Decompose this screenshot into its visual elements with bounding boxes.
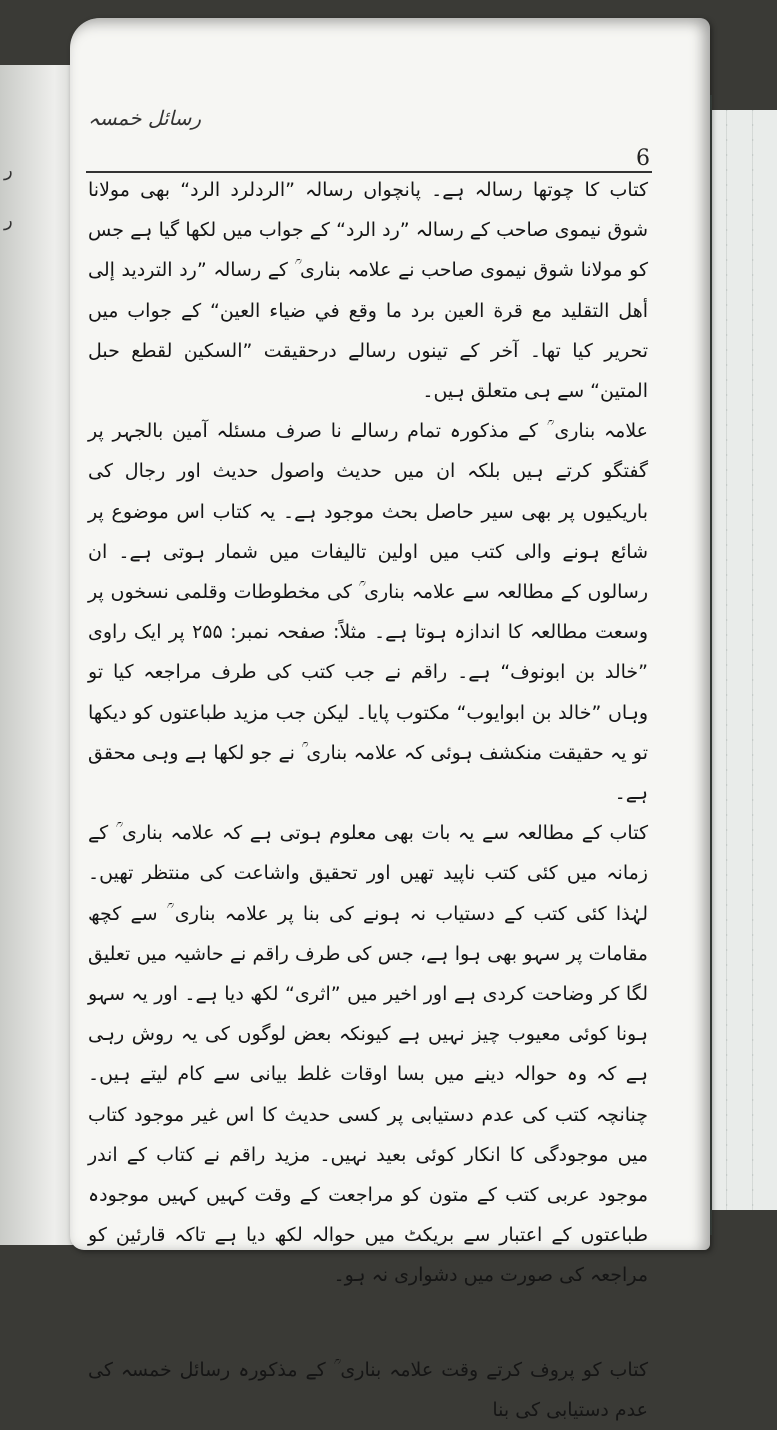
left-page (0, 65, 78, 1245)
paragraph-1: کتاب کا چوتھا رسالہ ہے۔ پانچواں رسالہ ”الردلرد الرد“ بھی مولانا شوق نیموی صاحب کے رسالہ ”رد الرد“ کے جواب میں لکھا گیا ہے جس کو مولانا شوق نیموی صاحب نے علامہ بناری ؒ کے رسالہ ”رد الترديد إلى أهل التقليد مع قرة العين برد ما وقع في ضياء العين“ کے جواب میں تحریر کیا تھا۔ آخر کے تینوں رسالے درحقیقت ”السكين لقطع حبل المتين“ سے ہی متعلق ہیں۔ (88, 179, 648, 403)
running-title: رسائل خمسہ (88, 106, 202, 130)
paragraph-2: علامہ بناری ؒ کے مذکورہ تمام رسالے نا صرف مسئلہ آمین بالجہر پر گفتگو کرتے ہیں بلکہ ان میں حدیث واصول حدیث اور رجال کی باریکیوں پر بھی سیر حاصل بحث موجود ہے۔ یہ کتاب اس موضوع پر شائع ہونے والی کتب میں اولین تالیفات میں شمار ہوتی ہے۔ ان رسالوں کے مطالعہ سے علامہ بناری ؒ کی مخطوطات وقلمی نسخوں پر وسعت مطالعہ کا اندازہ ہوتا ہے۔ مثلاً: صفحہ نمبر: ۲۵۵ پر ایک راوی ”خالد بن ابونوف“ ہے۔ راقم نے جب کتب کی طرف مراجعہ کیا تو وہاں ”خالد بن ابوایوب“ مکتوب پایا۔ لیکن جب مزید طباعتوں کو دیکھا تو یہ حقیقت منکشف ہوئی کہ علامہ بناری ؒ نے جو لکھا ہے وہی محقق ہے۔ (88, 420, 649, 805)
paragraph-gap (88, 1296, 648, 1350)
left-page-fragment: ر (4, 210, 13, 231)
body-text (88, 170, 648, 1430)
page-number: 6 (636, 146, 650, 171)
left-page-fragment: ر (4, 160, 13, 181)
paragraph-4: کتاب کو پروف کرتے وقت علامہ بناری ؒ کے مذکورہ رسائل خمسہ کی عدم دستیابی کی بنا (88, 1358, 648, 1421)
book-page (70, 18, 710, 1421)
paragraph-3: کتاب کے مطالعہ سے یہ بات بھی معلوم ہوتی ہے کہ علامہ بناری ؒ کے زمانہ میں کئی کتب ناپید تھیں اور تحقیق واشاعت کی منتظر تھیں۔ لہٰذا کئی کتب کے دستیاب نہ ہونے کی بنا پر علامہ بناری ؒ سے کچھ مقامات پر سہو بھی ہوا ہے، جس کی طرف راقم نے حاشیہ میں تعلیق لگا کر وضاحت کردی ہے اور اخیر میں ”اثری“ لکھ دیا ہے۔ اور یہ سہو ہونا کوئی معیوب چیز نہیں ہے کیونکہ بعض لوگوں کی یہ روش رہی ہے کہ وہ حوالہ دینے میں بسا اوقات غلط بیانی سے کام لیتے ہیں۔ چنانچہ کتب کی عدم دستیابی پر کسی حدیث کا اس غیر موجود کتاب میں موجودگی کا انکار کوئی بعید نہیں۔ مزید راقم نے کتاب کے اندر موجود عربی کتب کے متون کو مراجعت کے وقت کہیں کہیں موجودہ طباعتوں کے اعتبار سے بریکٹ میں حوالہ لکھ دیا ہے تاکہ قارئین کو مراجعہ کی صورت میں دشواری نہ ہو۔ (88, 822, 648, 1287)
